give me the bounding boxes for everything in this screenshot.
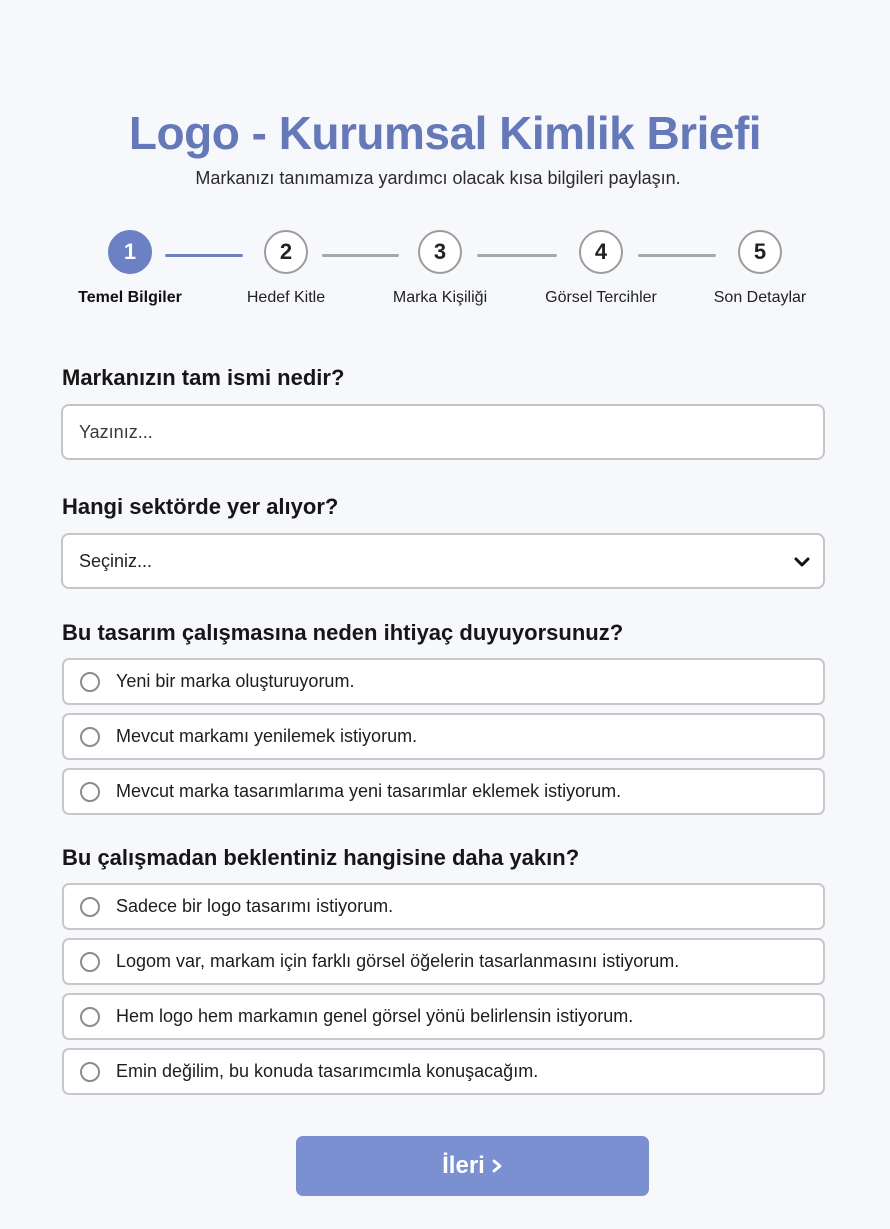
page-title: Logo - Kurumsal Kimlik Briefi	[128, 107, 762, 159]
page-subtitle: Markanızı tanımamıza yardımcı olacak kısa bilgileri paylaşın.	[195, 168, 681, 188]
step-5-label: Son Detaylar	[713, 289, 807, 306]
step-2-label: Hedef Kitle	[246, 289, 326, 306]
expectation-option-logo-and-direction[interactable]	[62, 993, 825, 1040]
option-label: Mevcut marka tasarımlarıma yeni tasarımlar eklemek istiyorum.	[116, 781, 622, 801]
radio-circle-icon[interactable]	[80, 1007, 100, 1027]
brand-name-question: Markanızın tam ismi nedir?	[62, 365, 345, 390]
sector-question: Hangi sektörde yer alıyor?	[62, 494, 339, 519]
sector-select-value: Seçiniz...	[79, 550, 153, 571]
need-option-refresh-brand[interactable]	[62, 713, 825, 760]
brand-name-input[interactable]	[61, 404, 825, 460]
option-label: Sadece bir logo tasarımı istiyorum.	[116, 896, 394, 916]
expectation-options	[62, 883, 825, 1103]
step-3-number: 3	[418, 230, 462, 274]
option-label: Yeni bir marka oluşturuyorum.	[116, 671, 355, 691]
radio-circle-icon[interactable]	[80, 952, 100, 972]
expectation-option-visual-elements[interactable]	[62, 938, 825, 985]
need-options	[62, 658, 825, 823]
progress-stepper	[0, 230, 890, 320]
radio-circle-icon[interactable]	[80, 897, 100, 917]
need-option-new-brand[interactable]	[62, 658, 825, 705]
step-4-number: 4	[579, 230, 623, 274]
expectation-question: Bu çalışmadan beklentiniz hangisine daha yakın?	[62, 845, 580, 870]
expectation-option-not-sure[interactable]	[62, 1048, 825, 1095]
chevron-down-icon	[793, 553, 811, 571]
need-question: Bu tasarım çalışmasına neden ihtiyaç duyuyorsunuz?	[62, 620, 624, 645]
radio-circle-icon[interactable]	[80, 1062, 100, 1082]
radio-circle-icon[interactable]	[80, 727, 100, 747]
step-5-number: 5	[738, 230, 782, 274]
step-1-number: 1	[108, 230, 152, 274]
step-3[interactable]	[360, 230, 520, 307]
step-4[interactable]	[521, 230, 681, 307]
radio-circle-icon[interactable]	[80, 782, 100, 802]
option-label: Emin değilim, bu konuda tasarımcımla konuşacağım.	[116, 1061, 539, 1081]
expectation-option-logo-only[interactable]	[62, 883, 825, 930]
sector-select[interactable]	[61, 533, 825, 589]
step-5[interactable]	[680, 230, 840, 307]
step-2[interactable]	[206, 230, 366, 307]
step-1[interactable]	[50, 230, 210, 307]
step-2-number: 2	[264, 230, 308, 274]
step-1-label: Temel Bilgiler	[78, 289, 182, 306]
next-button[interactable]	[296, 1136, 649, 1196]
radio-circle-icon[interactable]	[80, 672, 100, 692]
next-button-label: İleri	[442, 1152, 485, 1179]
option-label: Hem logo hem markamın genel görsel yönü belirlensin istiyorum.	[116, 1006, 634, 1026]
need-option-add-designs[interactable]	[62, 768, 825, 815]
option-label: Mevcut markamı yenilemek istiyorum.	[116, 726, 418, 746]
option-label: Logom var, markam için farklı görsel öğelerin tasarlanmasını istiyorum.	[116, 951, 680, 971]
step-3-label: Marka Kişiliği	[392, 289, 488, 306]
step-4-label: Görsel Tercihler	[545, 289, 657, 306]
chevron-right-icon	[491, 1159, 503, 1173]
